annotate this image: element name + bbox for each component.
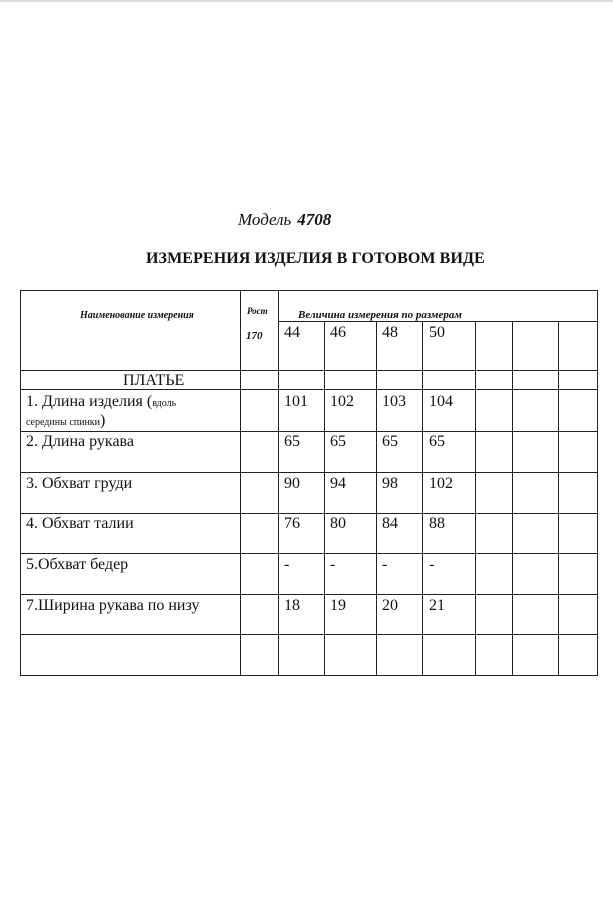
row-3-value-46: 94 xyxy=(330,475,346,492)
row-6-value-44: 18 xyxy=(284,597,300,614)
size-46: 46 xyxy=(330,324,346,341)
row-4-value-46: 80 xyxy=(330,515,346,532)
row-2-value-48: 65 xyxy=(382,433,398,450)
section-label: ПЛАТЬЕ xyxy=(123,372,185,389)
row-4-name: 4. Обхват талии xyxy=(26,515,134,532)
row-2-value-46: 65 xyxy=(330,433,346,450)
header-height-value: 170 xyxy=(246,330,263,342)
row-3-value-48: 98 xyxy=(382,475,398,492)
row-6-value-50: 21 xyxy=(429,597,445,614)
row-4-value-44: 76 xyxy=(284,515,300,532)
size-50: 50 xyxy=(429,324,445,341)
row-3-name: 3. Обхват груди xyxy=(26,475,133,492)
row-1-value-50: 104 xyxy=(429,393,453,410)
top-border-line xyxy=(0,0,613,2)
row-2-value-50: 65 xyxy=(429,433,445,450)
model-line xyxy=(238,210,331,230)
row-1-value-46: 102 xyxy=(330,393,354,410)
row-5-value-44: - xyxy=(284,556,290,573)
row-1-value-48: 103 xyxy=(382,393,406,410)
model-number: 4708 xyxy=(297,210,332,229)
row-5-value-46: - xyxy=(330,556,336,573)
row-3-value-50: 102 xyxy=(429,475,453,492)
row-2-name: 2. Длина рукава xyxy=(26,433,134,450)
row-5-value-50: - xyxy=(429,556,435,573)
row-6-value-46: 19 xyxy=(330,597,346,614)
header-height: Рост xyxy=(247,306,268,316)
row-4-value-50: 88 xyxy=(429,515,445,532)
row-4-value-48: 84 xyxy=(382,515,398,532)
row-5-name: 5.Обхват бедер xyxy=(26,556,129,573)
row-5-value-48: - xyxy=(382,556,388,573)
header-sizes: Величина измерения по размерам xyxy=(298,309,462,321)
row-6-name: 7.Ширина рукава по низу xyxy=(26,597,200,614)
size-44: 44 xyxy=(284,324,300,341)
size-48: 48 xyxy=(382,324,398,341)
model-label: Модель xyxy=(238,210,292,229)
row-1-name-continued: середины спинки) xyxy=(26,412,106,429)
row-6-value-48: 20 xyxy=(382,597,398,614)
row-3-value-44: 90 xyxy=(284,475,300,492)
measurements-table xyxy=(20,290,598,676)
row-1-name: 1. Длина изделия (вдоль xyxy=(26,393,177,410)
header-measurement-name: Наименование измерения xyxy=(80,310,194,321)
page-title: ИЗМЕРЕНИЯ ИЗДЕЛИЯ В ГОТОВОМ ВИДЕ xyxy=(146,250,485,267)
row-2-value-44: 65 xyxy=(284,433,300,450)
row-1-value-44: 101 xyxy=(284,393,308,410)
